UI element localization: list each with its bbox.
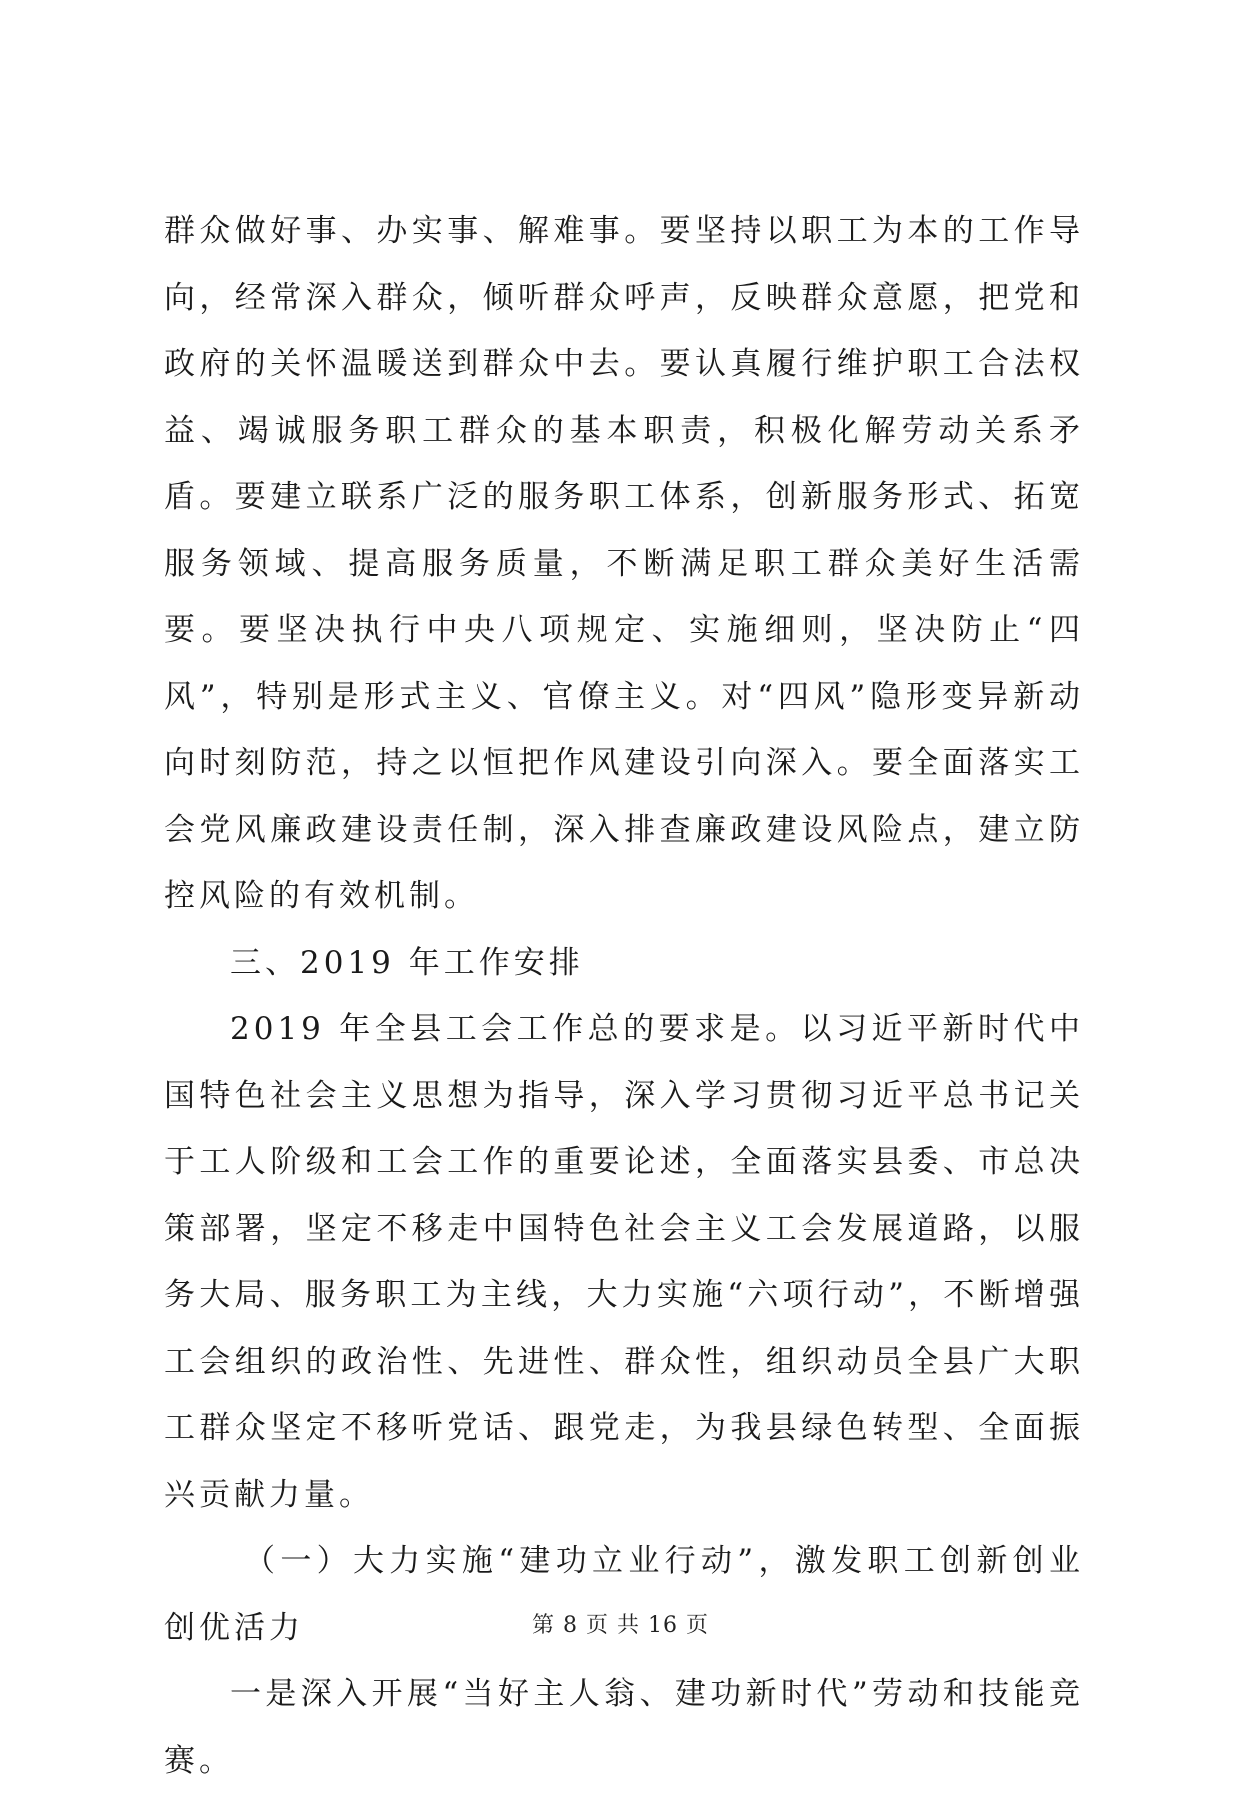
page-footer (0, 1608, 1241, 1639)
paragraph-general-requirements: 2019 年全县工会工作总的要求是。以习近平新时代中国特色社会主义思想为指导，深入学习贯彻习近平总书记关于工人阶级和工会工作的重要论述，全面落实县委、市总决策部署，坚定不移走中国特色社会主义工会发展道路，以服务大局、服务职工为主线，大力实施“六项行动”，不断增强工会组织的政治性、先进性、群众性，组织动员全县广大职工群众坚定不移听党话、跟党走，为我县绿色转型、全面振兴贡献力量。 (164, 1011, 1084, 1513)
document-body (164, 198, 1084, 1794)
page-number: 第 8 页 共 16 页 (532, 1613, 709, 1638)
section-heading: 三、2019 年工作安排 (230, 944, 584, 981)
paragraph-first-item: 一是深入开展“当好主人翁、建功新时代”劳动和技能竞赛。 (164, 1676, 1084, 1779)
paragraph-continuation: 群众做好事、办实事、解难事。要坚持以职工为本的工作导向，经常深入群众，倾听群众呼声，反映群众意愿，把党和政府的关怀温暖送到群众中去。要认真履行维护职工合法权益、竭诚服务职工群众的基本职责，积极化解劳动关系矛盾。要建立联系广泛的服务职工体系，创新服务形式、拓宽服务领域、提高服务质量，不断满足职工群众美好生活需要。要坚决执行中央八项规定、实施细则，坚决防止“四风”，特别是形式主义、官僚主义。对“四风”隐形变异新动向时刻防范，持之以恒把作风建设引向深入。要全面落实工会党风廉政建设责任制，深入排查廉政建设风险点，建立防控风险的有效机制。 (164, 213, 1084, 914)
subsection-heading: （一）大力实施“建功立业行动”，激发职工创新创业创优活力 (164, 1543, 1084, 1646)
